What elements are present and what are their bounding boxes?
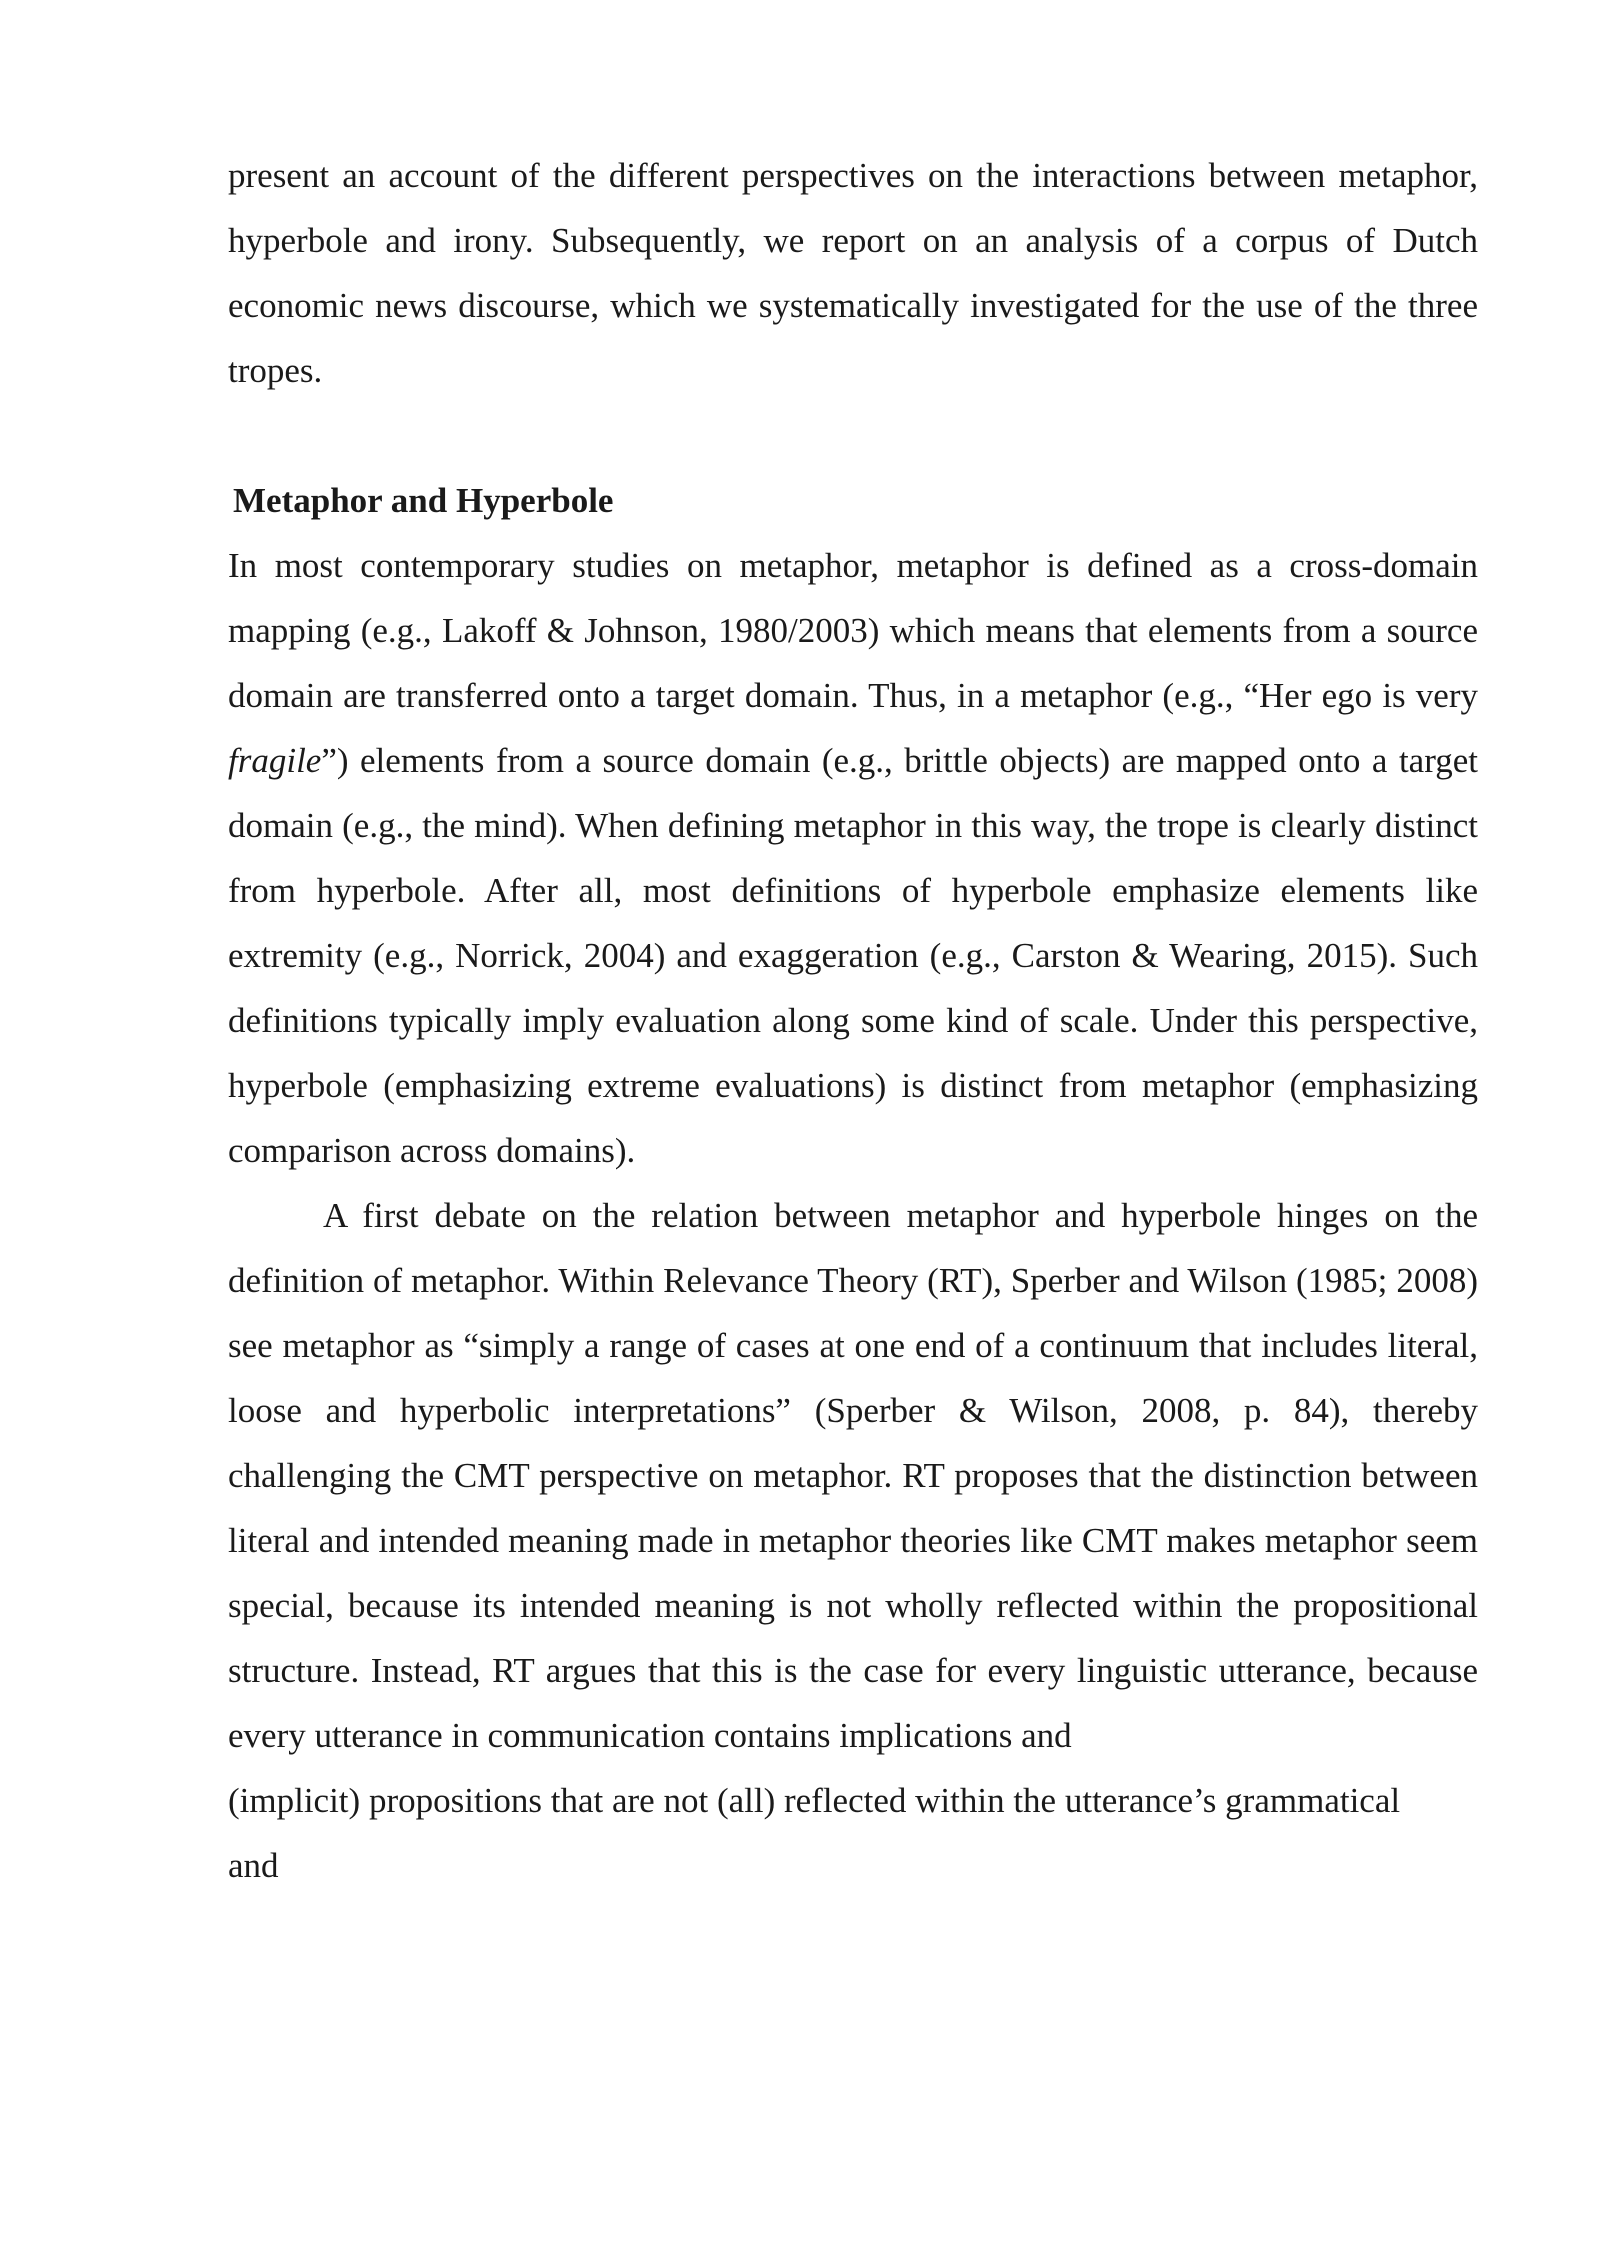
paragraph-1-part-a: In most contemporary studies on metaphor, metaphor is defined as a cross-domain mapping (e.g., Lakoff & Johnson, 1980/2003) which means that elements from a source domain are transferred onto a target domain. Thus, in a metaphor (e.g., “Her ego is very xyxy=(228,546,1478,715)
paragraph-1-part-b: ”) elements from a source domain (e.g., brittle objects) are mapped onto a target domain (e.g., the mind). When defining metaphor in this way, the trope is clearly distinct from hyperbole. After all, most definitions of hyperbole emphasize elements like extremity (e.g., Norrick, 2004) and exaggeration (e.g., Carston & Wearing, 2015). Such definitions typically imply evaluation along some kind of scale. Under this perspective, hyperbole (emphasizing extreme evaluations) is distinct from metaphor (emphasizing comparison across domains). xyxy=(228,741,1478,1170)
section-body xyxy=(228,533,1478,1898)
paragraph-2-continuation-line: (implicit) propositions that are not (all) reflected within the utterance’s grammatical xyxy=(228,1781,1401,1820)
paragraph-2: A first debate on the relation between metaphor and hyperbole hinges on the definition of metaphor. Within Relevance Theory (RT), Sperber and Wilson (1985; 2008) see metaphor as “simply a range of cases at one end of a continuum that includes literal, loose and hyperbolic interpretations” (Sperber & Wilson, 2008, p. 84), thereby challenging the CMT perspective on metaphor. RT proposes that the distinction between literal and intended meaning made in metaphor theories like CMT makes metaphor seem special, because its intended meaning is not wholly reflected within the propositional structure. Instead, RT argues that this is the case for every linguistic utterance, because every utterance in communication contains implications and xyxy=(228,1196,1478,1755)
paragraph-2-final-word: and xyxy=(228,1846,279,1885)
intro-paragraph: present an account of the different perspectives on the interactions between metaphor, hyperbole and irony. Subsequently, we report on an analysis of a corpus of Dutch economic news discourse, which we systematically investigated for the use of the three tropes. xyxy=(228,156,1478,390)
paragraph-1-italic-term: fragile xyxy=(228,741,322,780)
paragraph-1 xyxy=(228,533,1478,1183)
intro-paragraph-block xyxy=(228,143,1478,403)
section-heading: Metaphor and Hyperbole xyxy=(233,481,614,520)
